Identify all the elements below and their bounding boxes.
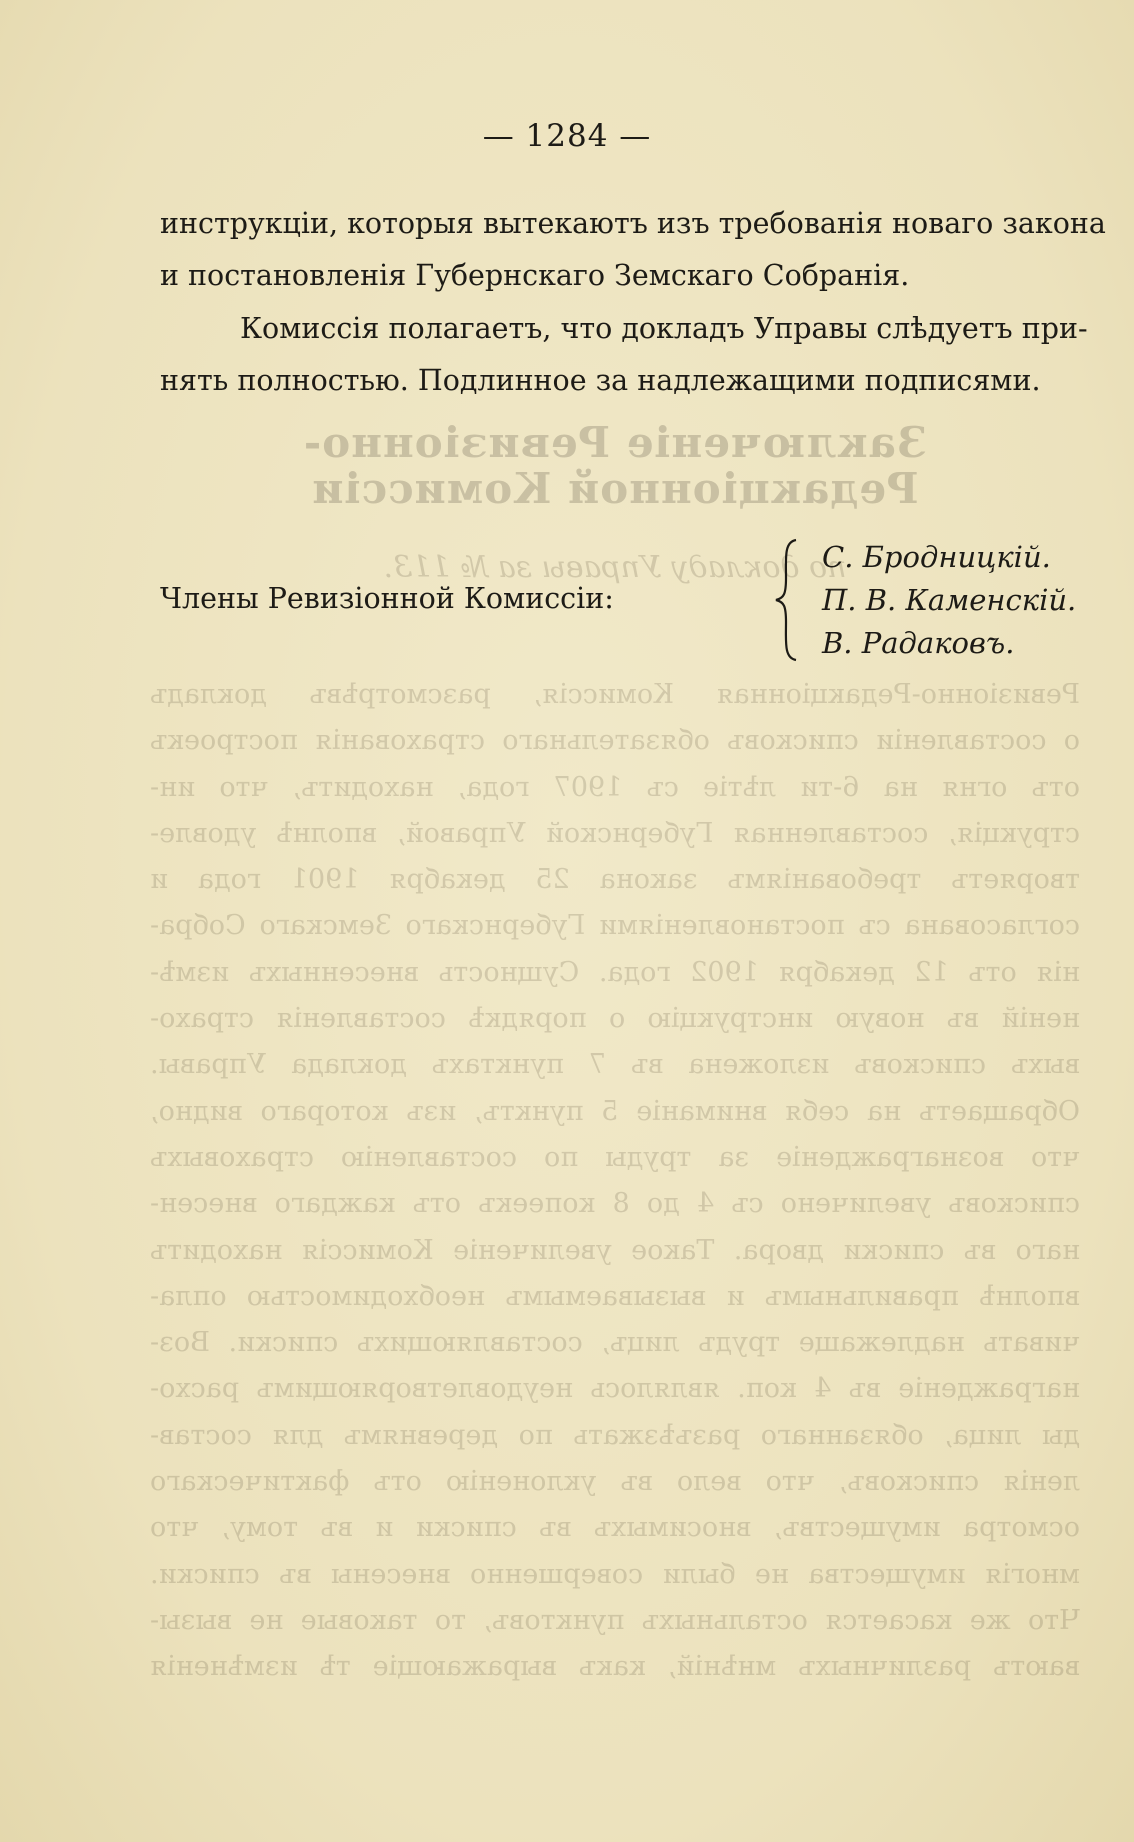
paragraph-commission-decision xyxy=(160,303,1088,407)
member-name: С. Бродницкій. xyxy=(822,540,1051,574)
bleed-through-line: Что же касается остальныхъ пунктовъ, то таковые не вызы- xyxy=(150,1604,1080,1636)
bleed-through-subtitle: по докладу Управы за № 113. xyxy=(383,550,847,585)
member-name: П. В. Каменскій. xyxy=(822,583,1077,617)
text-line: инструкціи, которыя вытекаютъ изъ требованія новаго закона xyxy=(160,207,1106,240)
text-line: нять полностью. Подлинное за надлежащими подписями. xyxy=(160,364,1041,397)
member-name: В. Радаковъ. xyxy=(822,626,1015,660)
bleed-through-line: отъ огня на 6-ти лѣтіе съ 1907 года, находитъ, что ин- xyxy=(150,771,1080,803)
page-number: — 1284 — xyxy=(482,118,652,154)
bleed-through-line: Обращаетъ на себя вниманіе 5 пунктъ, изъ котораго видно, xyxy=(150,1095,1080,1127)
bleed-through-line: награжденіе въ 4 коп. являлось неудовлетворяющимъ расхо- xyxy=(150,1373,1080,1405)
bleed-through-line: что вознагражденіе за труды по составленію страховыхъ xyxy=(150,1141,1080,1173)
bleed-through-line: ды лица, обязаннаго разъѣзжать по деревнямъ для состав- xyxy=(150,1419,1080,1451)
commission-signatures xyxy=(160,536,1077,666)
bleed-through-line: списковъ увеличено съ 4 до 8 копеекъ отъ каждаго внесен- xyxy=(150,1188,1080,1220)
curly-brace-icon xyxy=(772,538,802,662)
bleed-through-line: творяетъ требованіямъ закона 25 декабря 1901 года и xyxy=(150,864,1080,896)
text-line: и постановленія Губернскаго Земскаго Собранія. xyxy=(160,259,910,292)
text-line: Комиссія полагаетъ, что докладъ Управы слѣдуетъ при- xyxy=(240,312,1088,345)
bleed-through-line: ваютъ различныхъ мнѣній, какъ выражающіе тѣ измѣненія xyxy=(150,1651,1080,1683)
bleed-through-line: о составленіи списковъ обязательнаго страхованія построекъ xyxy=(150,725,1080,757)
bleed-through-title: Заключеніе Ревизіонно-Редакціонной Комиссіи xyxy=(302,418,928,514)
member-names xyxy=(822,536,1076,665)
bleed-through-line: нія отъ 12 декабря 1902 года. Сущность внесенныхъ измѣ- xyxy=(150,956,1080,988)
bleed-through-line: неній въ новую инструкцію о порядкѣ составленія страхо- xyxy=(150,1003,1080,1035)
bleed-through-line: ленія списковъ, что вело въ уклоненію отъ фактическаго xyxy=(150,1466,1080,1498)
bleed-through-line: чивать надлежаще трудъ лицъ, составляющихъ списки. Воз- xyxy=(150,1327,1080,1359)
bleed-through-line: наго въ списки двора. Такое увеличеніе Комиссія находитъ xyxy=(150,1234,1080,1266)
bleed-through-line: струкція, составленная Губернской Управой, вполнѣ удовле- xyxy=(150,817,1080,849)
paragraph-instructions xyxy=(160,198,1106,302)
members-label: Члены Ревизіонной Комиссіи: xyxy=(160,582,614,615)
bleed-through-line: выхъ списковъ изложена въ 7 пунктахъ доклада Управы. xyxy=(150,1049,1080,1081)
bleed-through-line: согласована съ постановленіями Губернскаго Земскаго Собра- xyxy=(150,910,1080,942)
bleed-through-line: многія имущества не были совершенно внесены въ списки. xyxy=(150,1558,1080,1590)
bleed-through-line: Ревизіонно-Редакціонная Комиссія, разсмотрѣвъ докладъ xyxy=(150,679,1080,710)
bleed-through-line: осмотра имуществъ, вносимыхъ въ списки и въ тому, что xyxy=(150,1512,1080,1544)
bleed-through-body xyxy=(150,672,1080,1691)
bleed-through-line: вполнѣ правильнымъ и вызываемымъ необходимостью опла- xyxy=(150,1280,1080,1312)
